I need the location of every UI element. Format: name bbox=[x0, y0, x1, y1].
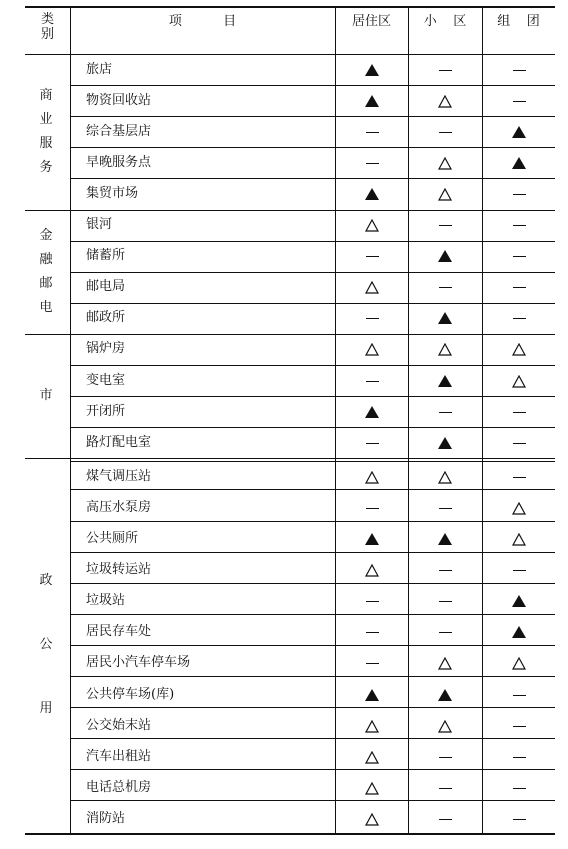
filled-triangle-icon bbox=[512, 157, 526, 169]
facility-name: 邮电局 bbox=[86, 279, 126, 295]
facility-name: 开闭所 bbox=[86, 403, 126, 419]
dash-mark bbox=[366, 132, 379, 133]
column-divider bbox=[482, 6, 483, 834]
row-divider bbox=[70, 583, 555, 584]
row-divider bbox=[70, 489, 555, 490]
dash-mark bbox=[513, 819, 526, 820]
facility-name: 早晚服务点 bbox=[86, 154, 152, 170]
facility-name: 高压水泵房 bbox=[86, 499, 152, 515]
dash-mark bbox=[513, 726, 526, 727]
dash-mark bbox=[439, 819, 452, 820]
facility-name: 物资回收站 bbox=[86, 92, 152, 108]
filled-triangle-icon bbox=[512, 595, 526, 607]
dash-mark bbox=[513, 570, 526, 571]
row-divider bbox=[70, 365, 555, 366]
row-divider bbox=[70, 85, 555, 86]
open-triangle-icon bbox=[512, 375, 526, 388]
row-divider bbox=[70, 552, 555, 553]
dash-mark bbox=[513, 477, 526, 478]
facility-name: 变电室 bbox=[86, 372, 126, 388]
row-divider bbox=[70, 645, 555, 646]
dash-mark bbox=[439, 70, 452, 71]
dash-mark bbox=[439, 287, 452, 288]
facility-name: 综合基层店 bbox=[86, 123, 152, 139]
open-triangle-icon bbox=[365, 219, 379, 232]
row-divider bbox=[70, 521, 555, 522]
group-divider bbox=[25, 458, 555, 459]
table-top-rule bbox=[25, 6, 555, 8]
row-divider bbox=[70, 303, 555, 304]
dash-mark bbox=[439, 601, 452, 602]
column-divider bbox=[408, 6, 409, 834]
filled-triangle-icon bbox=[438, 533, 452, 545]
row-divider bbox=[70, 147, 555, 148]
facility-name: 垃圾站 bbox=[86, 593, 126, 609]
filled-triangle-icon bbox=[365, 95, 379, 107]
dash-mark bbox=[366, 318, 379, 319]
row-divider bbox=[70, 178, 555, 179]
open-triangle-icon bbox=[438, 657, 452, 670]
dash-mark bbox=[439, 225, 452, 226]
dash-mark bbox=[366, 601, 379, 602]
dash-mark bbox=[439, 757, 452, 758]
open-triangle-icon bbox=[365, 751, 379, 764]
filled-triangle-icon bbox=[365, 64, 379, 76]
dash-mark bbox=[513, 101, 526, 102]
dash-mark bbox=[439, 632, 452, 633]
category-label: 金 融 邮 电 bbox=[39, 227, 53, 315]
row-divider bbox=[70, 427, 555, 428]
open-triangle-icon bbox=[438, 157, 452, 170]
open-triangle-icon bbox=[365, 720, 379, 733]
facility-name: 煤气调压站 bbox=[86, 468, 152, 484]
facility-name: 旅店 bbox=[86, 61, 113, 77]
row-divider bbox=[70, 241, 555, 242]
dash-mark bbox=[366, 508, 379, 509]
open-triangle-icon bbox=[365, 471, 379, 484]
dash-mark bbox=[439, 508, 452, 509]
filled-triangle-icon bbox=[365, 406, 379, 418]
dash-mark bbox=[513, 788, 526, 789]
open-triangle-icon bbox=[438, 471, 452, 484]
facility-name: 公交始末站 bbox=[86, 717, 152, 733]
dash-mark bbox=[366, 163, 379, 164]
dash-mark bbox=[366, 381, 379, 382]
column-divider bbox=[335, 6, 336, 834]
facility-name: 汽车出租站 bbox=[86, 748, 152, 764]
dash-mark bbox=[513, 287, 526, 288]
group-divider bbox=[25, 334, 555, 335]
dash-mark bbox=[513, 194, 526, 195]
category-label: 政 公 用 bbox=[39, 572, 53, 716]
column-divider bbox=[70, 6, 71, 834]
row-divider bbox=[70, 738, 555, 739]
row-divider bbox=[70, 461, 555, 462]
header-item: 项 目 bbox=[168, 14, 237, 29]
filled-triangle-icon bbox=[365, 533, 379, 545]
facility-name: 邮政所 bbox=[86, 310, 126, 326]
row-divider bbox=[70, 769, 555, 770]
header-category: 类 别 bbox=[40, 12, 54, 42]
facility-name: 电话总机房 bbox=[86, 779, 152, 795]
facility-name: 公共停车场(库) bbox=[86, 686, 175, 702]
dash-mark bbox=[366, 443, 379, 444]
filled-triangle-icon bbox=[512, 126, 526, 138]
dash-mark bbox=[513, 757, 526, 758]
dash-mark bbox=[439, 412, 452, 413]
dash-mark bbox=[513, 225, 526, 226]
header-residential-quarter: 小 区 bbox=[423, 14, 467, 29]
facility-name: 锅炉房 bbox=[86, 341, 126, 357]
open-triangle-icon bbox=[365, 782, 379, 795]
dash-mark bbox=[439, 570, 452, 571]
facility-name: 居民小汽车停车场 bbox=[86, 655, 191, 671]
row-divider bbox=[70, 614, 555, 615]
dash-mark bbox=[366, 256, 379, 257]
open-triangle-icon bbox=[438, 343, 452, 356]
dash-mark bbox=[513, 70, 526, 71]
row-divider bbox=[70, 707, 555, 708]
facility-name: 消防站 bbox=[86, 810, 126, 826]
open-triangle-icon bbox=[438, 720, 452, 733]
facility-name: 集贸市场 bbox=[86, 185, 139, 201]
dash-mark bbox=[366, 632, 379, 633]
facility-name: 垃圾转运站 bbox=[86, 562, 152, 578]
row-divider bbox=[70, 116, 555, 117]
dash-mark bbox=[366, 663, 379, 664]
dash-mark bbox=[439, 132, 452, 133]
open-triangle-icon bbox=[438, 95, 452, 108]
dash-mark bbox=[439, 788, 452, 789]
facility-name: 公共厕所 bbox=[86, 531, 139, 547]
filled-triangle-icon bbox=[438, 437, 452, 449]
open-triangle-icon bbox=[365, 343, 379, 356]
table-bottom-rule bbox=[25, 833, 555, 835]
open-triangle-icon bbox=[365, 813, 379, 826]
filled-triangle-icon bbox=[365, 689, 379, 701]
row-divider bbox=[70, 272, 555, 273]
category-label: 市 bbox=[39, 388, 53, 404]
filled-triangle-icon bbox=[438, 689, 452, 701]
group-divider bbox=[25, 210, 555, 211]
category-label: 商 业 服 务 bbox=[39, 87, 53, 175]
dash-mark bbox=[513, 443, 526, 444]
facility-name: 银河 bbox=[86, 217, 113, 233]
open-triangle-icon bbox=[365, 564, 379, 577]
filled-triangle-icon bbox=[512, 626, 526, 638]
filled-triangle-icon bbox=[438, 312, 452, 324]
row-divider bbox=[70, 800, 555, 801]
facility-name: 路灯配电室 bbox=[86, 434, 152, 450]
header-neighborhood-cluster: 组 团 bbox=[497, 14, 540, 29]
filled-triangle-icon bbox=[438, 375, 452, 387]
dash-mark bbox=[513, 412, 526, 413]
row-divider bbox=[70, 396, 555, 397]
dash-mark bbox=[513, 695, 526, 696]
header-residential-district: 居住区 bbox=[351, 14, 391, 29]
dash-mark bbox=[513, 318, 526, 319]
open-triangle-icon bbox=[512, 533, 526, 546]
open-triangle-icon bbox=[438, 188, 452, 201]
open-triangle-icon bbox=[512, 502, 526, 515]
open-triangle-icon bbox=[365, 281, 379, 294]
filled-triangle-icon bbox=[365, 188, 379, 200]
row-divider bbox=[70, 676, 555, 677]
facility-name: 储蓄所 bbox=[86, 248, 126, 264]
filled-triangle-icon bbox=[438, 250, 452, 262]
dash-mark bbox=[513, 256, 526, 257]
header-rule bbox=[25, 54, 555, 55]
open-triangle-icon bbox=[512, 343, 526, 356]
open-triangle-icon bbox=[512, 657, 526, 670]
facility-name: 居民存车处 bbox=[86, 624, 152, 640]
